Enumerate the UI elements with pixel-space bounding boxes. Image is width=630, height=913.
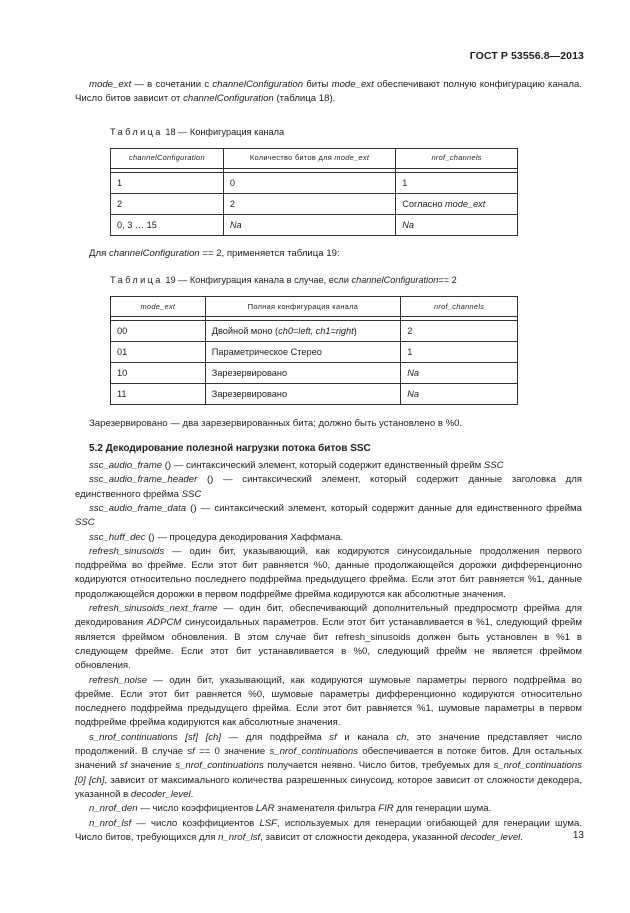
table-cell: 2 (223, 193, 395, 214)
table-cell: 1 (396, 172, 518, 193)
table-header-cell: channelConfiguration (111, 148, 224, 168)
definition-paragraph: refresh_sinusoids_next_frame — один бит, обеспечивающий дополнительный предпросмотр фрейма для декодирования ADPCM синусоидальных параметров. Если этот бит устанавливается в %1, следующий фрейм является фреймом обновления. В этом случае бит refresh_sinusoids должен быть установлен в %1 в следующем фрейме. Если этот бит устанавливается в %0, следующий фрейм не является фреймом обновления. (75, 603, 583, 672)
table-cell: 10 (111, 363, 206, 384)
table-cell: Na (396, 214, 518, 235)
table-row (111, 342, 518, 363)
page-number: 13 (572, 830, 584, 841)
table-cell: Зарезервировано (205, 363, 400, 384)
table-header-cell: Количество битов для mode_ext (223, 148, 395, 168)
section-heading: 5.2 Декодирование полезной нагрузки потока битов SSC (89, 442, 371, 454)
table-row (111, 172, 518, 193)
table-row (111, 193, 518, 214)
definition-paragraph: ssc_huff_dec () — процедура декодирования Хаффмана. (89, 531, 344, 543)
table-18-caption: Таблица 18 — Конфигурация канала (110, 126, 285, 137)
definition-paragraph: ssc_audio_frame_header () — синтаксический элемент, который содержит данные заголовка для единственного фрейма SSC (75, 474, 582, 500)
table-cell: 1 (401, 342, 518, 363)
page-content (75, 78, 582, 845)
table-cell: 0, 3 … 15 (111, 214, 224, 235)
table-cell: 2 (111, 193, 224, 214)
table-cell: 0 (223, 172, 395, 193)
table-18 (110, 148, 518, 236)
table-header-cell: nrof_channels (396, 148, 518, 168)
definition-paragraph: n_nrof_den — число коэффициентов LAR знаменателя фильтра FIR для генерации шума. (89, 803, 492, 815)
standard-header: ГОСТ Р 53556.8—2013 (469, 50, 584, 62)
reserved-note: Зарезервировано — два зарезервированных бита; должно быть установлено в %0. (89, 418, 463, 430)
definition-paragraph: ssc_audio_frame_data () — синтаксический элемент, который содержит данные для единственного фрейма SSC (75, 502, 582, 529)
table-cell: Зарезервировано (205, 384, 400, 405)
table-cell: Согласно mode_ext (396, 193, 518, 214)
table-cell: 1 (111, 172, 224, 193)
table-row (111, 321, 518, 342)
table-row (111, 384, 518, 405)
table-cell: Na (401, 384, 518, 405)
table-cell: Na (223, 214, 395, 235)
table-cell: 00 (111, 321, 206, 342)
intro-paragraph: mode_ext — в сочетании с channelConfiguration биты mode_ext обеспечивают полную конфигурацию канала. Число битов зависит от channelConfiguration (таблица 18). (75, 79, 582, 105)
table-cell: Na (401, 363, 518, 384)
table-header-cell: mode_ext (111, 297, 206, 317)
table-19-intro: Для channelConfiguration == 2, применяется таблица 19: (89, 247, 340, 259)
table-19-caption: Таблица 19 — Конфигурация канала в случае, если channelConfiguration== 2 (110, 275, 457, 286)
table-row (111, 214, 518, 235)
table-row (111, 363, 518, 384)
table-header-row (111, 148, 518, 168)
definition-paragraph: n_nrof_lsf — число коэффициентов LSF, используемых для генерации огибающей для генерации шума. Число битов, требующихся для n_nrof_lsf, зависит от сложности декодера, указанной decoder_level. (75, 817, 582, 843)
table-19 (110, 296, 518, 405)
table-header-cell: nrof_channels (401, 297, 518, 317)
definition-paragraph: s_nrof_continuations [sf] [ch] — для подфрейма sf и канала ch, это значение представляет число продолжений. В случае sf == 0 значение s_nrof_continuations обеспечивается в потоке битов. Для остальных значений sf значение s_nrof_continuations получается неявно. Число битов, требуемых для s_nrof_continuations [0] [ch], зависит от максимального количества разрешенных синусоид, которое зависит от сложности декодера, указанной в decoder_level. (75, 731, 583, 800)
table-header-row (111, 297, 518, 317)
table-header-cell: Полная конфигурация канала (205, 297, 400, 317)
definition-paragraph: refresh_sinusoids — один бит, указывающий, как кодируются синусоидальные продолжения первого подфрейма во фрейме. Если этот бит равняется %0, данные продолжающейся дорожки дифференционно кодируются относительно последнего подфрейма предыдущего фрейма. Если этот бит равняется %1, данные продолжающейся дорожки в первом подфрейме фрейма кодируются как абсолютные значения. (75, 545, 582, 600)
table-cell: Двойной моно (ch0=left, ch1=right) (205, 321, 400, 342)
table-cell: 2 (401, 321, 518, 342)
table-cell: Параметрическое Стерео (205, 342, 400, 363)
definition-paragraph: ssc_audio_frame () — синтаксический элемент, который содержит единственный фрейм SSC (89, 460, 504, 472)
table-cell: 11 (111, 384, 206, 405)
definition-paragraph: refresh_noise — один бит, указывающий, как кодируются шумовые параметры первого подфрейма во фрейме. Если этот бит равняется %0, шумовые параметры дифференционно кодируются относительно последнего подфрейма предыдущего фрейма. Если этот бит равняется %1, шумовые параметры в первом подфрейме фрейма кодируются как абсолютные значения. (75, 674, 582, 729)
table-cell: 01 (111, 342, 206, 363)
